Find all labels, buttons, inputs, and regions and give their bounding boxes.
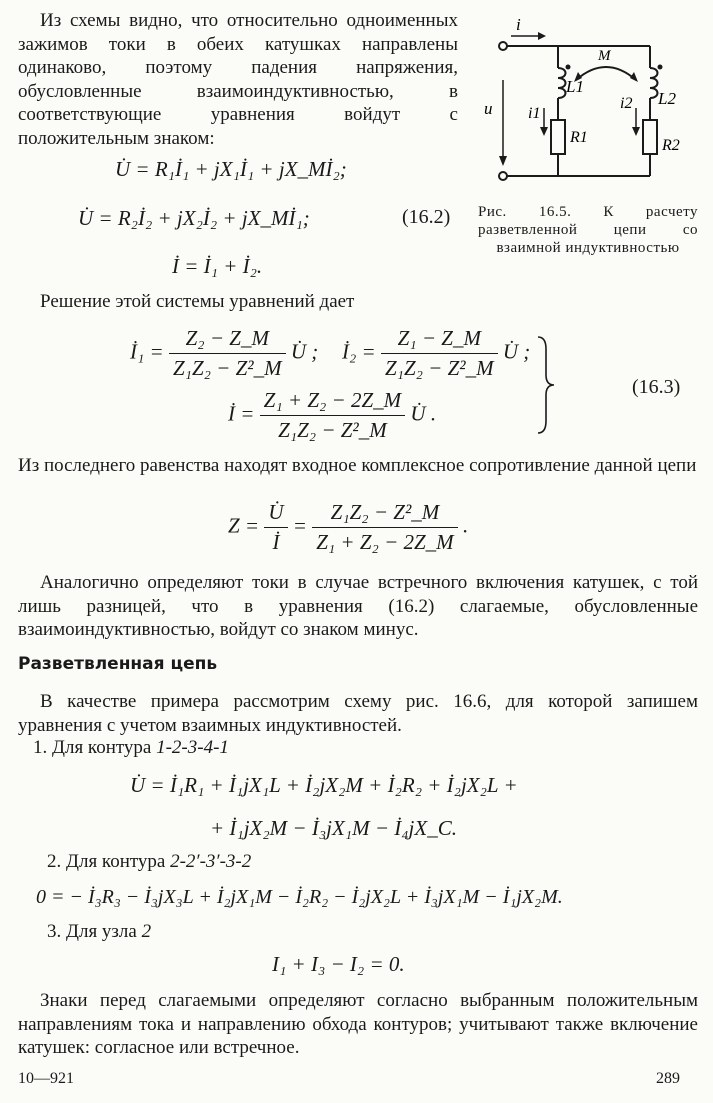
fraction-i1-numerator: Z₂ − Z_M xyxy=(169,326,286,354)
item-contour-2-label: 2. Для контура xyxy=(47,851,166,872)
label-l2: L2 xyxy=(658,89,676,108)
equation-i-lhs: İ = xyxy=(228,401,255,426)
analog-paragraph: Аналогично определяют токи в случае встречного включения катушек, с той лишь разницей, что в уравнения (16.2) слагаемые, обусловленные взаимоиндуктивностью, войдут со знаком минус. xyxy=(18,572,698,640)
item-contour-1-label: 1. Для контура xyxy=(33,737,152,758)
fraction-i2-denominator: Z₁Z₂ − Z²_M xyxy=(384,356,494,380)
intro-paragraph: Из схемы видно, что относительно одноименных зажимов токи в обеих катушках направлены одинаково, поэтому падения напряжения, обусловленные взаимоиндуктивностью, в соответствующие уравнения войдут с положительным знаком: xyxy=(18,10,458,149)
label-i1: i1 xyxy=(528,105,541,122)
figure-caption: Рис. 16.5. К расчету разветвленной цепи со взаимной индуктивностью xyxy=(478,204,698,256)
equation-i2 xyxy=(342,326,530,381)
impedance-lhs: Z = xyxy=(228,513,260,538)
fraction-i1 xyxy=(169,326,286,381)
equation-i1-lhs: İ₁ = xyxy=(130,339,164,364)
equation-16-2-line1: U̇ = R₁İ₁ + jX₁İ₁ + jX_Mİ₂; xyxy=(115,157,347,181)
equation-i2-lhs: İ₂ = xyxy=(342,339,376,364)
item-node-2-path: 2 xyxy=(141,921,152,942)
equation-impedance xyxy=(228,500,468,555)
page-number: 289 xyxy=(656,1070,680,1087)
impedance-intro: Из последнего равенства находят входное комплексное сопротивление данной цепи xyxy=(18,455,697,476)
equation-i-tail: U̇ . xyxy=(410,401,437,426)
fraction-i-denominator: Z₁Z₂ − Z²_M xyxy=(278,418,387,442)
label-u: u xyxy=(484,99,493,118)
fraction-i2-numerator: Z₁ − Z_M xyxy=(381,326,498,354)
equation-16-2-line3: İ = İ₁ + İ₂. xyxy=(172,254,263,278)
coil-dot-l2 xyxy=(658,65,663,70)
mutual-inductance-arc xyxy=(576,67,636,80)
fraction-u-over-i-numerator: U̇ xyxy=(264,500,287,528)
solution-intro: Решение этой системы уравнений дает xyxy=(40,291,355,312)
label-m: M xyxy=(598,48,611,64)
section-heading: Разветвленная цепь xyxy=(18,654,218,674)
equation-number-16-3: (16.3) xyxy=(632,376,681,398)
fraction-impedance-numerator: Z₁Z₂ − Z²_M xyxy=(312,500,457,528)
item-node-2-label: 3. Для узла xyxy=(47,921,137,942)
fraction-i2 xyxy=(381,326,498,381)
resistor-r2 xyxy=(643,120,657,154)
item-contour-2 xyxy=(47,851,251,873)
equation-contour-1-line2: + İ₁jX₂M − İ₃jX₁M − İ₄jX_C. xyxy=(210,816,457,840)
fraction-i1-denominator: Z₁Z₂ − Z²_M xyxy=(172,356,282,380)
equation-contour-2: 0 = − İ₃R₃ − İ₃jX₃L + İ₂jX₁M − İ₂R₂ − İ₂jX₂L + İ₃jX₁M − İ₁jX₂M. xyxy=(36,886,563,908)
item-contour-1-path: 1-2-3-4-1 xyxy=(156,737,229,758)
bottom-terminal xyxy=(499,172,507,180)
fraction-impedance xyxy=(312,500,457,555)
fraction-impedance-denominator: Z₁ + Z₂ − 2Z_M xyxy=(316,530,454,554)
top-terminal xyxy=(499,42,507,50)
item-node-2 xyxy=(47,921,151,943)
label-i2: i2 xyxy=(620,95,633,112)
resistor-r1 xyxy=(551,120,565,154)
fraction-u-over-i xyxy=(264,500,287,555)
equation-number-16-2: (16.2) xyxy=(402,206,451,228)
system-brace xyxy=(536,335,556,435)
equation-i2-tail: U̇ ; xyxy=(502,339,531,364)
example-paragraph: В качестве примера рассмотрим схему рис. 16.6, для которой запишем уравнения с учетом взаимных индуктивностей. xyxy=(18,691,698,736)
item-contour-1 xyxy=(33,737,229,759)
coil-l2 xyxy=(650,68,658,98)
fraction-i xyxy=(260,388,405,443)
equation-i xyxy=(228,388,436,443)
label-i: i xyxy=(516,15,521,34)
coil-l1 xyxy=(558,68,566,98)
equation-i1 xyxy=(130,326,318,381)
equation-16-2-line2: U̇ = R₂İ₂ + jX₂İ₂ + jX_Mİ₁; xyxy=(78,206,310,230)
impedance-tail: . xyxy=(462,513,469,538)
label-l1: L1 xyxy=(566,77,584,96)
final-paragraph: Знаки перед слагаемыми определяют согласно выбранным положительным направлениям тока и направлению обхода контуров; учитывают также включение катушек: согласное или встречное. xyxy=(18,990,698,1058)
label-r2: R2 xyxy=(662,137,680,154)
footer-signature: 10—921 xyxy=(18,1070,74,1087)
impedance-equals: = xyxy=(292,513,307,538)
equation-node: I₁ + I₃ − I₂ = 0. xyxy=(272,952,405,976)
fraction-i-numerator: Z₁ + Z₂ − 2Z_M xyxy=(260,388,405,416)
coil-dot-l1 xyxy=(566,65,571,70)
equation-i1-tail: U̇ ; xyxy=(290,339,319,364)
item-contour-2-path: 2-2′-3′-3-2 xyxy=(170,851,252,872)
label-r1: R1 xyxy=(570,129,588,146)
fraction-u-over-i-denominator: İ xyxy=(272,530,280,554)
equation-contour-1-line1: U̇ = İ₁R₁ + İ₁jX₁L + İ₂jX₂M + İ₂R₂ + İ₂jX₂L + xyxy=(130,773,518,797)
circuit-diagram-16-5 xyxy=(478,10,708,200)
